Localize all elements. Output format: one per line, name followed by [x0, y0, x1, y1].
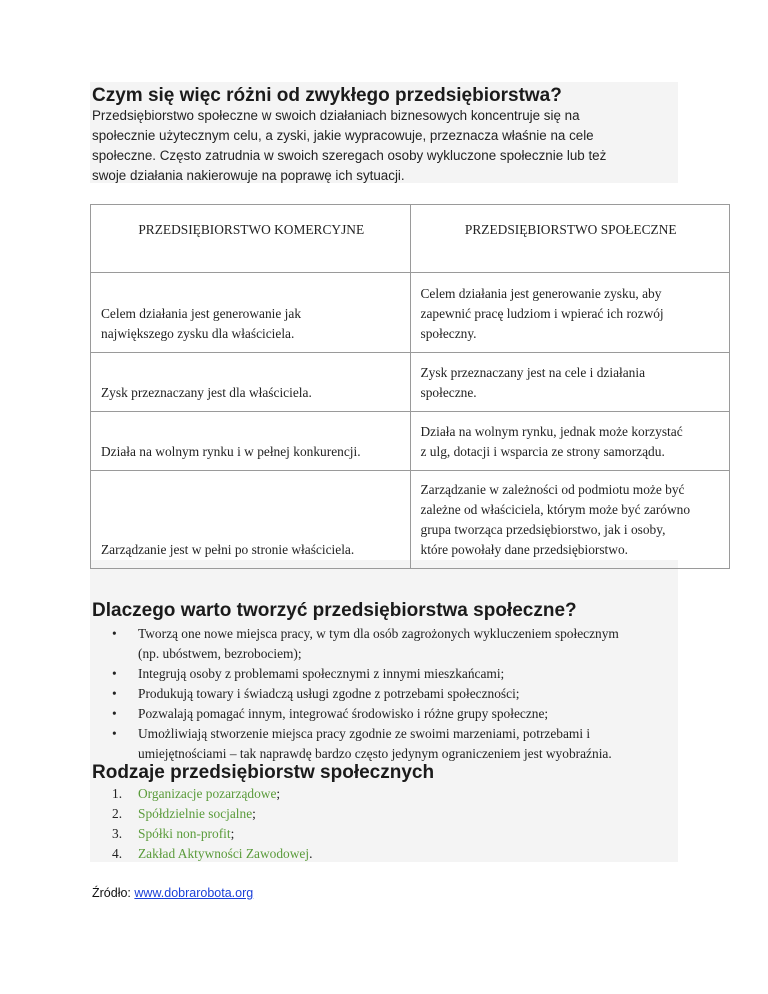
cell-line: zależne od właściciela, którym może być zarówno: [420, 502, 691, 517]
cell-line: Celem działania jest generowanie zysku, aby: [420, 286, 662, 301]
table-header-row: [91, 205, 730, 273]
table-cell-social: [410, 273, 730, 353]
list-item: [92, 844, 312, 864]
list-item: [92, 624, 619, 664]
list-suffix: ;: [276, 786, 281, 801]
cell-line: Działa na wolnym rynku, jednak może korzystać: [420, 424, 683, 439]
list-number: 2.: [112, 806, 123, 821]
source-label: Źródło:: [92, 886, 135, 900]
list-item: [92, 724, 619, 764]
paragraph-line: Przedsiębiorstwo społeczne w swoich działaniach biznesowych koncentruje się na: [92, 108, 580, 123]
link-spoldzielnie-socjalne[interactable]: Spółdzielnie socjalne: [138, 806, 253, 821]
list-item: [92, 684, 619, 704]
list-item: [92, 784, 312, 804]
list-item-line: (np. ubóstwem, bezrobociem);: [138, 646, 302, 661]
paragraph-line: społecznie użytecznym celu, a zyski, jakie wypracowuje, przeznacza właśnie na cele: [92, 128, 594, 143]
list-item-line: Integrują osoby z problemami społecznymi z innymi mieszkańcami;: [138, 666, 505, 681]
benefits-list: [92, 624, 619, 764]
paragraph-line: swoje działania nakierowuje na poprawę ich sytuacji.: [92, 168, 405, 183]
list-item-line: Pozwalają pomagać innym, integrować środowisko i różne grupy społeczne;: [138, 706, 549, 721]
cell-line: społeczne.: [420, 385, 477, 400]
list-suffix: ;: [252, 806, 256, 821]
list-item-line: Umożliwiają stworzenie miejsca pracy zgodnie ze swoimi marzeniami, potrzebami i: [138, 726, 591, 741]
table-cell-commercial: [91, 412, 411, 471]
list-item: [92, 704, 619, 724]
list-number: 1.: [112, 786, 123, 801]
cell-line: Działa na wolnym rynku i w pełnej konkurencji.: [101, 444, 361, 459]
list-item-line: umiejętnościami – tak naprawdę bardzo często jedynym ograniczeniem jest wyobraźnia.: [138, 746, 612, 761]
cell-line: Zarządzanie jest w pełni po stronie właściciela.: [101, 542, 355, 557]
comparison-table: [90, 204, 730, 569]
cell-line: które powołały dane przedsiębiorstwo.: [420, 542, 628, 557]
link-organizacje-pozarzadowe[interactable]: Organizacje pozarządowe: [138, 786, 277, 801]
list-item: [92, 824, 312, 844]
table-cell-social: [410, 353, 730, 412]
list-item-line: Produkują towary i świadczą usługi zgodne z potrzebami społeczności;: [138, 686, 520, 701]
table-cell-social: [410, 412, 730, 471]
list-number: 4.: [112, 846, 123, 861]
cell-line: Zysk przeznaczany jest na cele i działania: [420, 365, 646, 380]
source-line: [92, 886, 253, 900]
list-item: [92, 664, 619, 684]
table-row: [91, 353, 730, 412]
list-item-line: Tworzą one nowe miejsca pracy, w tym dla osób zagrożonych wykluczeniem społecznym: [138, 626, 619, 641]
cell-line: grupa tworząca przedsiębiorstwo, jak i osoby,: [420, 522, 666, 537]
list-item: [92, 804, 312, 824]
header-social: PRZEDSIĘBIORSTWO SPOŁECZNE: [410, 205, 730, 273]
table-row: [91, 412, 730, 471]
cell-line: społeczny.: [420, 326, 477, 341]
cell-line: zapewnić pracę ludziom i wpierać ich rozwój: [420, 306, 664, 321]
table-cell-commercial: [91, 353, 411, 412]
paragraph-line: społeczne. Często zatrudnia w swoich szeregach osoby wykluczone społecznie lub też: [92, 148, 607, 163]
list-number: 3.: [112, 826, 123, 841]
cell-line: największego zysku dla właściciela.: [101, 326, 295, 341]
table-row: [91, 471, 730, 569]
types-list: [92, 784, 312, 864]
section3-heading: Rodzaje przedsiębiorstw społecznych: [92, 762, 435, 783]
table-cell-commercial: [91, 471, 411, 569]
link-zaklad-aktywnosci-zawodowej[interactable]: Zakład Aktywności Zawodowej: [138, 846, 310, 861]
list-suffix: ;: [230, 826, 235, 841]
header-commercial: PRZEDSIĘBIORSTWO KOMERCYJNE: [91, 205, 411, 273]
link-spolki-non-profit[interactable]: Spółki non-profit: [138, 826, 231, 841]
table-cell-social: [410, 471, 730, 569]
table-row: [91, 273, 730, 353]
section1-paragraph: [92, 106, 678, 186]
section1-heading: Czym się więc różni od zwykłego przedsiębiorstwa?: [92, 85, 562, 106]
cell-line: Zysk przeznaczany jest dla właściciela.: [101, 385, 312, 400]
list-suffix: .: [309, 846, 313, 861]
cell-line: z ulg, dotacji i wsparcia ze strony samorządu.: [420, 444, 665, 459]
source-link[interactable]: www.dobrarobota.org: [134, 886, 254, 900]
cell-line: Zarządzanie w zależności od podmiotu może być: [420, 482, 685, 497]
table-cell-commercial: [91, 273, 411, 353]
section2-heading: Dlaczego warto tworzyć przedsiębiorstwa społeczne?: [92, 600, 577, 621]
cell-line: Celem działania jest generowanie jak: [101, 306, 302, 321]
